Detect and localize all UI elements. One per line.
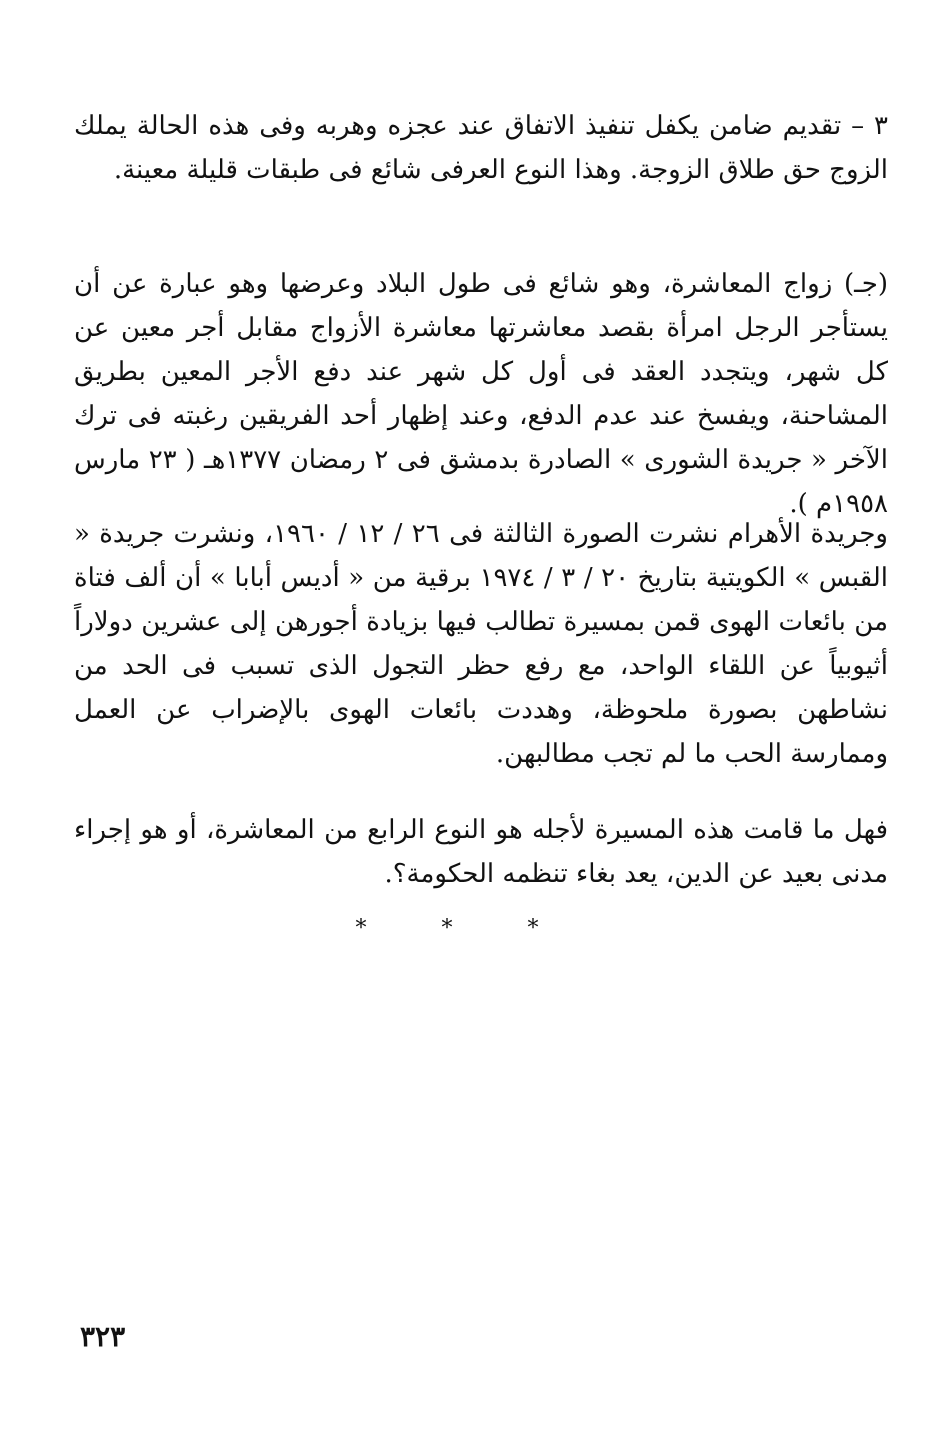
paragraph-question: فهل ما قامت هذه المسيرة لأجله هو النوع الرابع من المعاشرة، أو هو إجراء مدنى بعيد عن الدين، يعد بغاء تنظمه الحكومة؟.	[74, 815, 888, 889]
page-number: ٣٢٣	[80, 1320, 126, 1353]
paragraph-cohabitation-marriage: (جـ) زواج المعاشرة، وهو شائع فى طول البلاد وعرضها وهو عبارة عن أن يستأجر الرجل امرأة بقصد معاشرتها معاشرة الأزواج مقابل أجر معين عن كل شهر، ويتجدد العقد فى أول كل شهر عند دفع الأجر المعين بطريق المشاحنة، ويفسخ عند عدم الدفع، وعند إظهار أحد الفريقين رغبته فى ترك الآخر « جريدة الشورى » الصادرة بدمشق فى ٢ رمضان ١٣٧٧هـ ( ٢٣ مارس ١٩٥٨م ).	[74, 269, 888, 519]
section-separator: * * *	[355, 916, 573, 941]
paragraph-ahram-report: وجريدة الأهرام نشرت الصورة الثالثة فى ٢٦ / ١٢ / ١٩٦٠، ونشرت جريدة « القبس » الكويتية بتاريخ ٢٠ / ٣ / ١٩٧٤ برقية من « أديس أبابا » أن ألف فتاة من بائعات الهوى قمن بمسيرة تطالب فيها بزيادة أجورهن إلى عشرين دولاراً أثيوبياً عن اللقاء الواحد، مع رفع حظر التجول الذى تسبب فى الحد من نشاطهن بصورة ملحوظة، وهددت بائعات الهوى بالإضراب عن العمل وممارسة الحب ما لم تجب مطالبهن.	[74, 519, 889, 769]
paragraph-item-3: ٣ – تقديم ضامن يكفل تنفيذ الاتفاق عند عجزه وهربه وفى هذه الحالة يملك الزوج حق طلاق الزوجة. وهذا النوع العرفى شائع فى طبقات قليلة معينة.	[74, 111, 888, 185]
